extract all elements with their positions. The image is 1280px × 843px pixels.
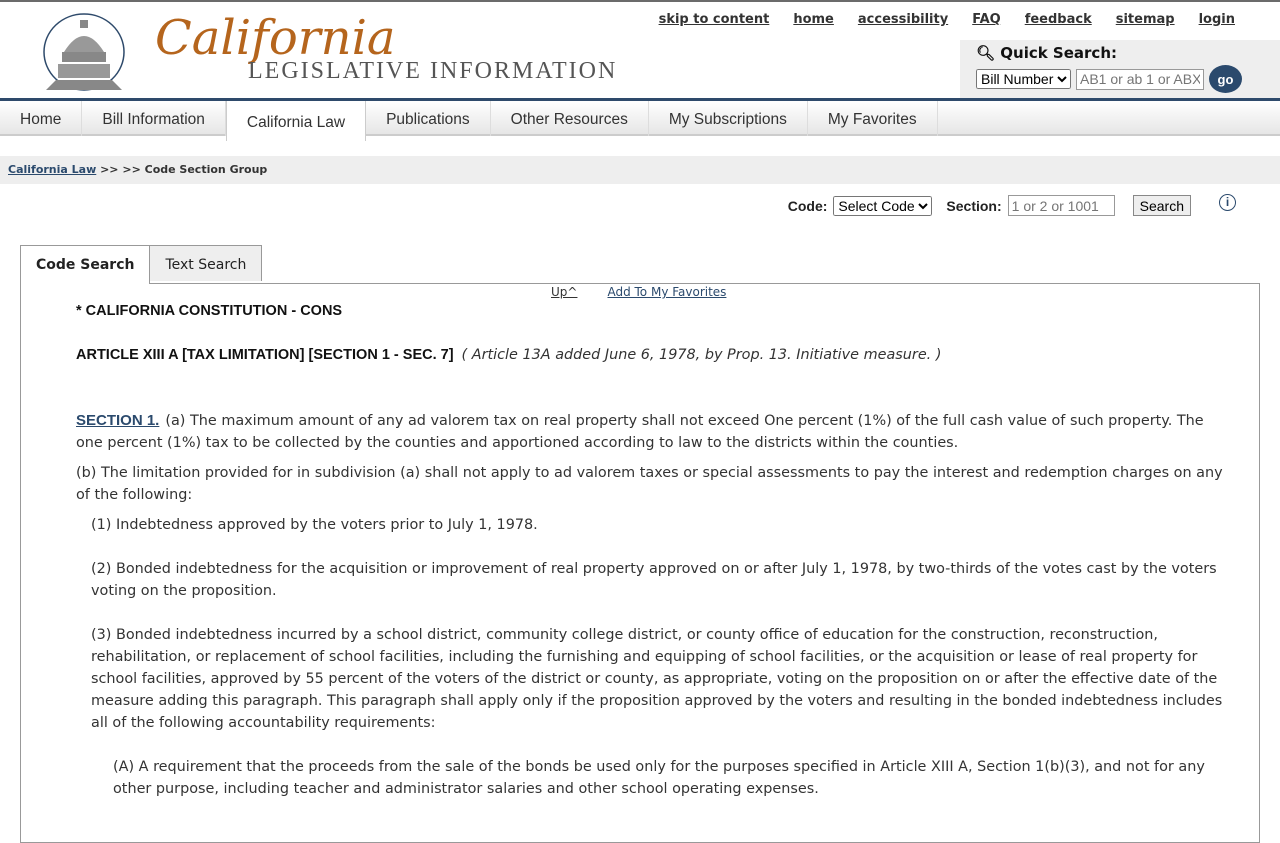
logo-california: California (155, 10, 396, 66)
paragraph-b3: (3) Bonded indebtedness incurred by a school district, community college district, or county office of education for the construction, reconstruction, rehabilitation, or replacement of school facilities, including the furnishing and equipping of school facilities, or the acquisition or lease of real property for school facilities, approved by 55 percent of the voters of the district or county, as appropriate, voting on the proposition on or after the effective date of the measure adding this paragraph. This paragraph shall apply only if the proposition approved by the voters and resulting in the bonded indebtedness includes all of the following accountability requirements: (91, 627, 1223, 731)
content-links (551, 285, 726, 299)
quick-search (960, 40, 1280, 98)
bill-number-input[interactable] (1076, 69, 1204, 90)
nav-my-subscriptions[interactable]: My Subscriptions (649, 101, 808, 136)
header (0, 2, 1280, 98)
paragraph-b2: (2) Bonded indebtedness for the acquisition or improvement of real property approved on or after July 1, 1978, by two-thirds of the votes cast by the voters voting on the proposition. (91, 561, 1217, 599)
nav-bill-information[interactable]: Bill Information (82, 101, 226, 136)
nav-california-law[interactable]: California Law (226, 101, 366, 141)
utility-links (659, 12, 1235, 27)
go-button[interactable]: go (1209, 65, 1242, 93)
quick-search-heading (976, 44, 1272, 62)
paragraph-b3a: (A) A requirement that the proceeds from the sale of the bonds be used only for the purposes specified in Article XIII A, Section 1(b)(3), and not for any other purpose, including teacher and administrator salaries and other school operating expenses. (113, 759, 1205, 797)
code-title: * CALIFORNIA CONSTITUTION - CONS (76, 303, 343, 319)
feedback-link[interactable]: feedback (1024, 12, 1092, 27)
nav-home[interactable]: Home (0, 101, 82, 136)
code-label: Code: (787, 197, 828, 214)
nav-publications[interactable]: Publications (366, 101, 491, 136)
paragraph-b1: (1) Indebtedness approved by the voters prior to July 1, 1978. (91, 517, 538, 533)
breadcrumb-california-law[interactable]: California Law (8, 163, 97, 176)
nav-other-resources[interactable]: Other Resources (491, 101, 649, 136)
search-button[interactable]: Search (1133, 195, 1191, 216)
logo-subtitle: LEGISLATIVE INFORMATION (248, 58, 618, 84)
home-link[interactable]: home (793, 12, 834, 27)
section-label: Section: (946, 197, 1002, 214)
login-link[interactable]: login (1198, 12, 1235, 27)
bill-type-select[interactable] (976, 69, 1071, 89)
code-search-bar (780, 195, 1236, 216)
search-icon: 🔍︎ (976, 44, 1001, 62)
up-link[interactable]: Up^ (551, 285, 578, 299)
tab-code-search[interactable]: Code Search (20, 245, 150, 284)
skip-to-content-link[interactable]: skip to content (658, 12, 770, 27)
section-input[interactable] (1008, 195, 1115, 216)
search-tabs (20, 245, 262, 284)
capitol-logo-icon (42, 12, 126, 92)
nav-my-favorites[interactable]: My Favorites (808, 101, 938, 136)
content-panel (20, 283, 1260, 843)
breadcrumb (0, 156, 1280, 184)
accessibility-link[interactable]: accessibility (857, 12, 949, 27)
quick-search-row (976, 65, 1272, 93)
main-nav (0, 101, 1280, 136)
code-select[interactable] (833, 196, 932, 216)
sitemap-link[interactable]: sitemap (1115, 12, 1175, 27)
info-icon[interactable]: i (1219, 194, 1236, 211)
faq-link[interactable]: FAQ (972, 12, 1001, 27)
article-title: ARTICLE XIII A [TAX LIMITATION] [SECTION 1 - SEC. 7] (76, 347, 454, 363)
add-to-favorites-link[interactable]: Add To My Favorites (607, 285, 727, 299)
tab-text-search[interactable]: Text Search (150, 245, 262, 281)
paragraph-a (76, 410, 1226, 454)
paragraph-b: (b) The limitation provided for in subdivision (a) shall not apply to ad valorem taxes or special assessments to pay the interest and redemption charges on any of the following: (76, 465, 1223, 503)
breadcrumb-current: >> >> Code Section Group (96, 163, 268, 176)
quick-search-title: Quick Search: (1000, 44, 1117, 62)
section-1-link[interactable]: SECTION 1. (76, 412, 160, 429)
article-heading (76, 347, 941, 363)
article-note: ( Article 13A added June 6, 1978, by Prop. 13. Initiative measure. ) (461, 347, 942, 363)
paragraph-a-text: (a) The maximum amount of any ad valorem tax on real property shall not exceed One percent (1%) of the full cash value of such property. The one percent (1%) tax to be collected by the counties and apportioned according to law to the districts within the counties. (76, 413, 1204, 451)
